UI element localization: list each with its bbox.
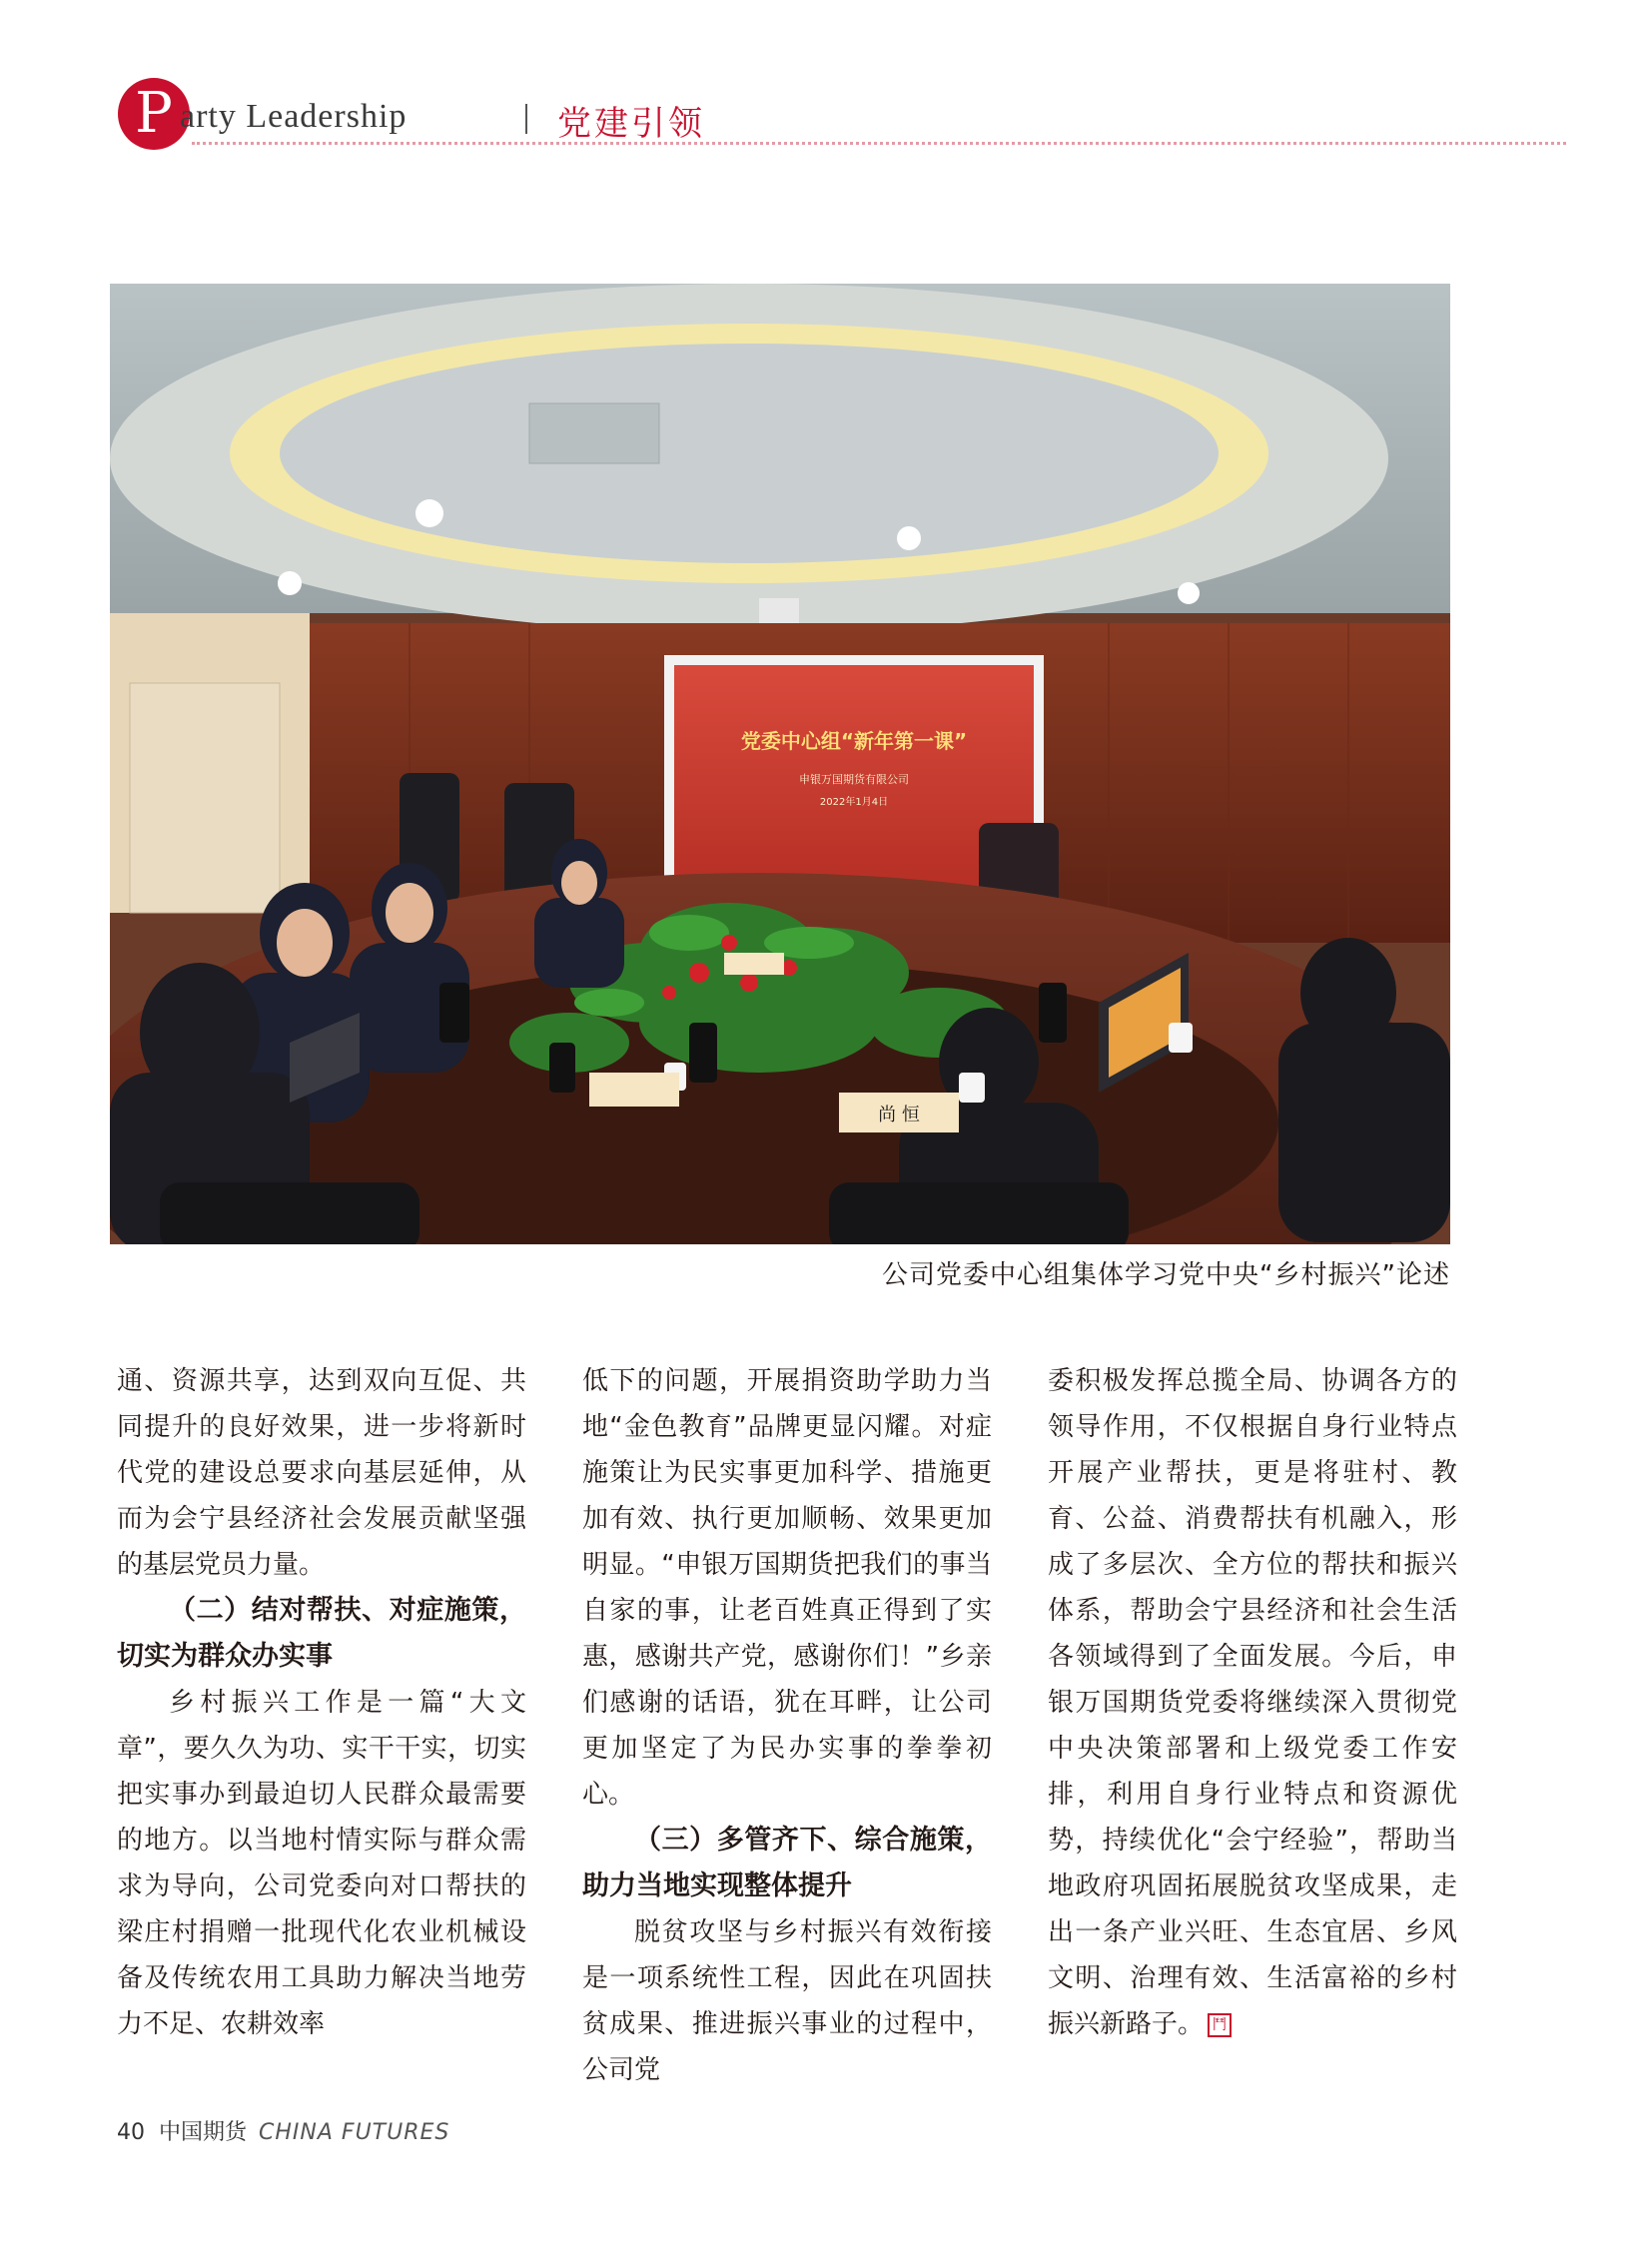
text-column-2 xyxy=(582,1358,992,2093)
screen-title: 党委中心组“新年第一课” xyxy=(740,729,968,753)
magazine-name-en: CHINA FUTURES xyxy=(259,2120,450,2145)
paragraph: 乡村振兴工作是一篇“大文章”，要久久为功、实干干实，切实把实事办到最迫切人民群众最需要的地方。以当地村情实际与群众需求为导向，公司党委向对口帮扶的梁庄村捐赠一批现代化农业机械设备及传统农用工具助力解决当地劳力不足、农耕效率 xyxy=(117,1688,526,2039)
screen-date: 2022年1月4日 xyxy=(819,797,889,808)
paragraph: 脱贫攻坚与乡村振兴有效衔接是一项系统性工程，因此在巩固扶贫成果、推进振兴事业的过程中，公司党 xyxy=(582,1917,992,2085)
paragraph: 低下的问题，开展捐资助学助力当地“金色教育”品牌更显闪耀。对症施策让为民实事更加科学、措施更加有效、执行更加顺畅、效果更加明显。“申银万国期货把我们的事当自家的事，让老百姓真正得到了实惠，感谢共产党，感谢你们！”乡亲们感谢的话语，犹在耳畔，让公司更加坚定了为民办实事的拳拳初心。 xyxy=(582,1366,992,1810)
screen-company: 申银万国期货有限公司 xyxy=(799,773,909,786)
magazine-name-cn: 中国期货 xyxy=(159,2120,248,2145)
meeting-photo xyxy=(110,284,1450,1244)
text-column-1 xyxy=(117,1358,526,2047)
page-footer xyxy=(117,2115,449,2146)
photo-nameplate: 尚 恒 xyxy=(878,1105,920,1125)
photo-caption: 公司党委中心组集体学习党中央“乡村振兴”论述 xyxy=(882,1260,1450,1290)
page-number: 40 xyxy=(117,2120,145,2145)
header-section-chinese: 党建引领 xyxy=(557,104,705,144)
header-p-logo: P xyxy=(118,78,190,150)
header-dotted-rule xyxy=(192,142,1566,145)
paragraph-text: 委积极发挥总揽全局、协调各方的领导作用，不仅根据自身行业特点开展产业帮扶，更是将驻村、教育、公益、消费帮扶有机融入，形成了多层次、全方位的帮扶和振兴体系，帮助会宁县经济和社会生活各领域得到了全面发展。今后，申银万国期货党委将继续深入贯彻党中央决策部署和上级党委工作安排，利用自身行业特点和资源优势，持续优化“会宁经验”，帮助当地政府巩固拓展脱贫攻坚成果，走出一条产业兴旺、生态宜居、乡风文明、治理有效、生活富裕的乡村振兴新路子。 xyxy=(1048,1366,1457,2039)
article-end-mark-icon: 鬥 xyxy=(1208,2013,1232,2037)
paragraph: 通、资源共享，达到双向互促、共同提升的良好效果，进一步将新时代党的建设总要求向基层延伸，从而为会宁县经济社会发展贡献坚强的基层党员力量。 xyxy=(117,1366,526,1580)
header-divider xyxy=(525,104,527,134)
header-section-english: arty Leadership xyxy=(180,98,408,135)
subheading: （三）多管齐下、综合施策，助力当地实现整体提升 xyxy=(582,1825,992,1901)
subheading: （二）结对帮扶、对症施策，切实为群众办实事 xyxy=(117,1595,526,1672)
text-column-3 xyxy=(1048,1358,1457,2047)
page-header xyxy=(118,78,1566,162)
paragraph xyxy=(1048,1358,1457,2047)
